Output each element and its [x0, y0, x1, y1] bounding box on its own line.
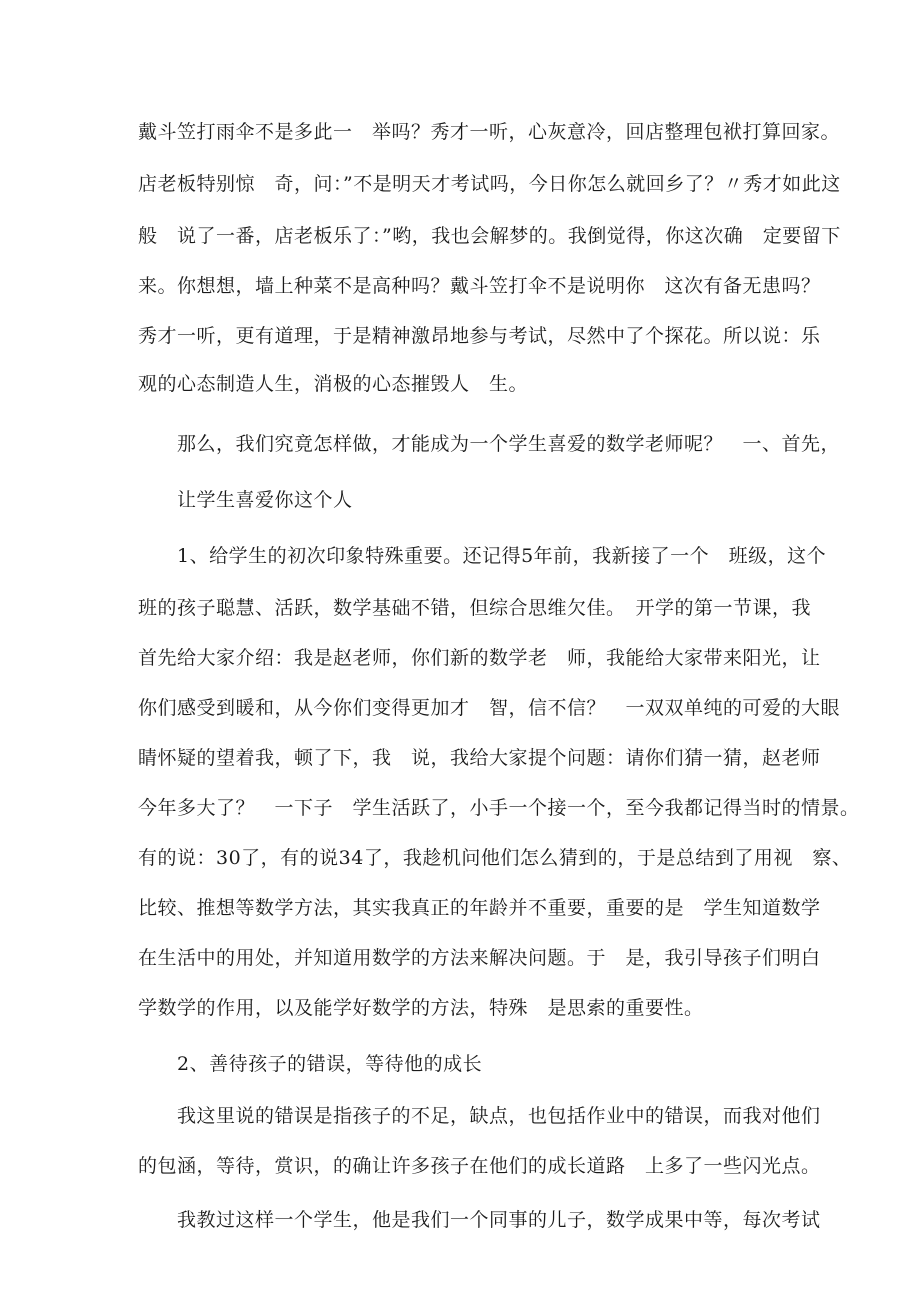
- paragraph-line: 有的说：30了，有的说34了，我趁机问他们怎么猜到的，于是总结到了用视 察、: [138, 847, 852, 869]
- paragraph-line: 在生活中的用处，并知道用数学的方法来解决问题。于 是，我引导孩子们明白: [138, 947, 821, 969]
- paragraph-line: 首先给大家介绍：我是赵老师，你们新的数学老 师，我能给大家带来阳光，让: [138, 647, 821, 669]
- section-heading: 让学生喜爱你这个人: [177, 489, 353, 511]
- paragraph-line: 学数学的作用，以及能学好数学的方法，特殊 是思索的重要性。: [138, 997, 704, 1019]
- paragraph-line: 睛怀疑的望着我，顿了下，我 说，我给大家提个问题：请你们猜一猜，赵老师: [138, 747, 821, 769]
- paragraph-line: 你们感受到暖和，从今你们变得更加才 智，信不信？ 一双双单纯的可爱的大眼: [138, 697, 841, 719]
- paragraph-line: 的包涵，等待，赏识，的确让许多孩子在他们的成长道路 上多了一些闪光点。: [138, 1155, 821, 1177]
- paragraph-line: 班的孩子聪慧、活跃，数学基础不错，但综合思维欠佳。 开学的第一节课，我: [138, 597, 812, 619]
- paragraph-line: 比较、推想等数学方法，其实我真正的年龄并不重要，重要的是 学生知道数学: [138, 897, 821, 919]
- paragraph-line: 我这里说的错误是指孩子的不足，缺点，也包括作业中的错误，而我对他们: [177, 1105, 821, 1127]
- paragraph-line: 秀才一听，更有道理，于是精神激昂地参与考试，尽然中了个探花。所以说：乐: [138, 325, 821, 347]
- paragraph-line: 1、给学生的初次印象特殊重要。还记得5年前，我新接了一个 班级，这个: [177, 545, 827, 567]
- paragraph-line: 般 说了一番，店老板乐了：”哟，我也会解梦的。我倒觉得，你这次确 定要留下: [138, 225, 841, 247]
- paragraph-line: 店老板特别惊 奇，问：”不是明天才考试吗，今日你怎么就回乡了？〃秀才如此这: [138, 173, 841, 195]
- paragraph-line: 今年多大了？ 一下子 学生活跃了，小手一个接一个，至今我都记得当时的情景。: [138, 797, 860, 819]
- paragraph-line: 我教过这样一个学生，他是我们一个同事的儿子，数学成果中等，每次考试: [177, 1209, 821, 1231]
- paragraph-line: 那么，我们究竟怎样做，才能成为一个学生喜爱的数学老师呢？ 一、首先，: [177, 433, 841, 455]
- paragraph-line: 来。你想想，墙上种菜不是高种吗？戴斗笠打伞不是说明你 这次有备无患吗？: [138, 275, 821, 297]
- section-heading: 2、善待孩子的错误，等待他的成长: [177, 1053, 483, 1075]
- paragraph-line: 戴斗笠打雨伞不是多此一 举吗？秀才一听，心灰意冷，回店整理包袱打算回家。: [138, 121, 841, 143]
- paragraph-line: 观的心态制造人生，消极的心态摧毁人 生。: [138, 373, 529, 395]
